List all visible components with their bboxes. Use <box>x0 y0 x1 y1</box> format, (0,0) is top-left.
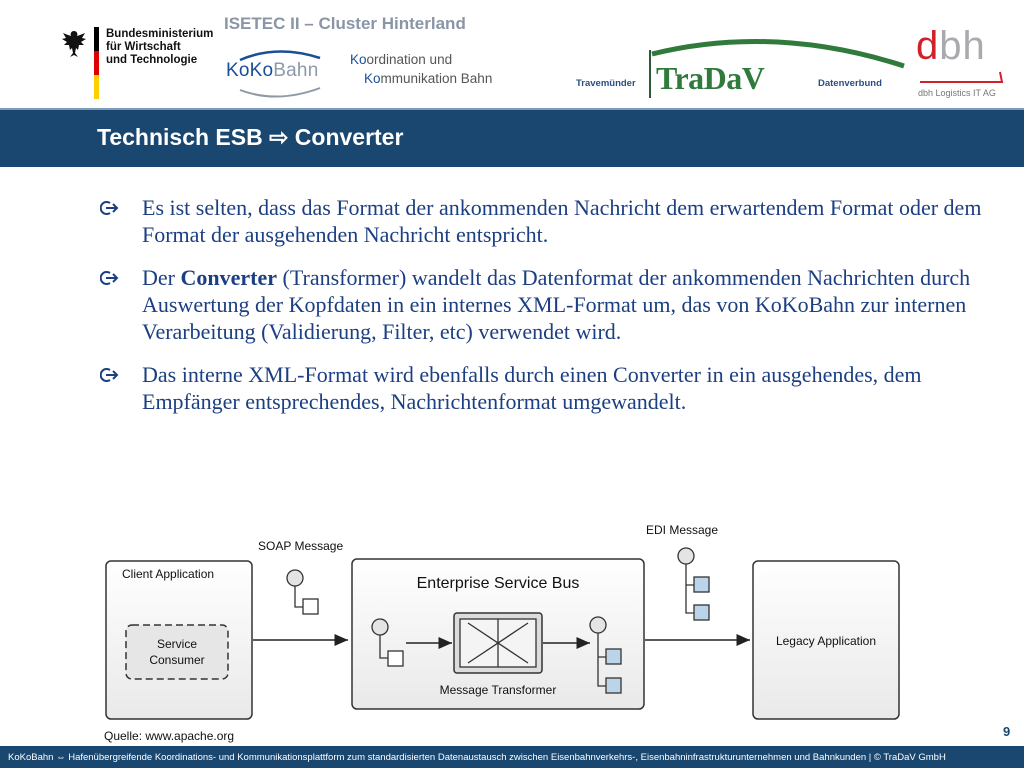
service-consumer-label-2: Consumer <box>149 653 205 667</box>
soap-message-icon <box>287 570 318 614</box>
bullet-list <box>100 194 1000 431</box>
bmwi-logo <box>60 25 214 100</box>
bullet-text: Das interne XML-Format wird ebenfalls durch einen Converter in ein ausgehendes, dem Empfänger entsprechendes, Nachrichtenformat umgewandelt. <box>142 362 922 414</box>
edi-message-label: EDI Message <box>646 523 719 537</box>
service-consumer-box <box>126 625 228 679</box>
slide-title: Technisch ESB ⇨ Converter <box>97 124 404 150</box>
legacy-application-label: Legacy Application <box>775 634 877 648</box>
tradav-logo <box>574 36 910 106</box>
bullet-item <box>100 361 1000 415</box>
arrow-bullet-icon <box>100 270 120 286</box>
kokobahn-logo <box>222 46 340 98</box>
kokobahn-subtitle: Koordination und Kommunikation Bahn <box>350 52 493 86</box>
tradav-right-label: Datenverbund <box>818 78 882 89</box>
soap-message-label: SOAP Message <box>258 539 344 553</box>
bullet-item <box>100 264 1000 345</box>
page-number: 9 <box>1003 724 1011 739</box>
service-consumer-label-1: Service <box>156 637 198 651</box>
message-transformer-label: Message Transformer <box>439 683 557 697</box>
title-bar <box>0 108 1024 167</box>
federal-eagle-icon <box>60 29 88 59</box>
edi-message-icon <box>678 548 709 620</box>
kokobahn-wordmark: KoKoBahn <box>226 60 319 81</box>
dbh-logo <box>916 24 1012 104</box>
arrow-bullet-icon <box>100 367 120 383</box>
dbh-subtitle: dbh Logistics IT AG <box>918 88 996 98</box>
message-transformer-icon <box>454 613 542 673</box>
bullet-bold-term: Converter <box>180 265 277 290</box>
client-application-label: Client Application <box>122 567 215 581</box>
bullet-text: Es ist selten, dass das Format der ankommenden Nachricht dem erwartendem Format oder dem Format der ausgehenden Nachricht entspricht. <box>142 195 982 247</box>
footer-text: KoKoBahn ⇔ Hafenübergreifende Koordinations- und Kommunikationsplattform zum standardisierten Datenaustausch zwischen Eisenbahnverkehrs-, Eisenbahninfrastrukturunternehmen und Bahnkunden | © TraDaV GmbH <box>8 752 946 763</box>
bmwi-text: Bundesministerium für Wirtschaft und Technologie <box>106 28 214 66</box>
tradav-left-label: Travemünder <box>576 78 636 89</box>
dbh-bracket-icon <box>916 24 1012 84</box>
cluster-title: ISETEC II – Cluster Hinterland <box>224 14 466 33</box>
tradav-divider <box>649 50 651 98</box>
german-flag-bar <box>94 27 99 99</box>
footer-bar <box>0 746 1024 768</box>
source-credit: Quelle: www.apache.org <box>104 729 235 743</box>
arrow-bullet-icon <box>100 200 120 216</box>
tradav-wordmark: TraDaV <box>656 60 765 96</box>
bullet-text: Der Converter (Transformer) wandelt das Datenformat der ankommenden Nachrichten durch Auswertung der Kopfdaten in ein internes XML-Format um, das von KoKoBahn zur internen Verarbeitung (Validierung, Filter, etc) verwendet wird. <box>142 265 971 344</box>
esb-diagram <box>96 515 916 725</box>
dbh-wordmark: dbh <box>916 24 986 68</box>
bullet-item <box>100 194 1000 248</box>
esb-label: Enterprise Service Bus <box>416 575 580 592</box>
